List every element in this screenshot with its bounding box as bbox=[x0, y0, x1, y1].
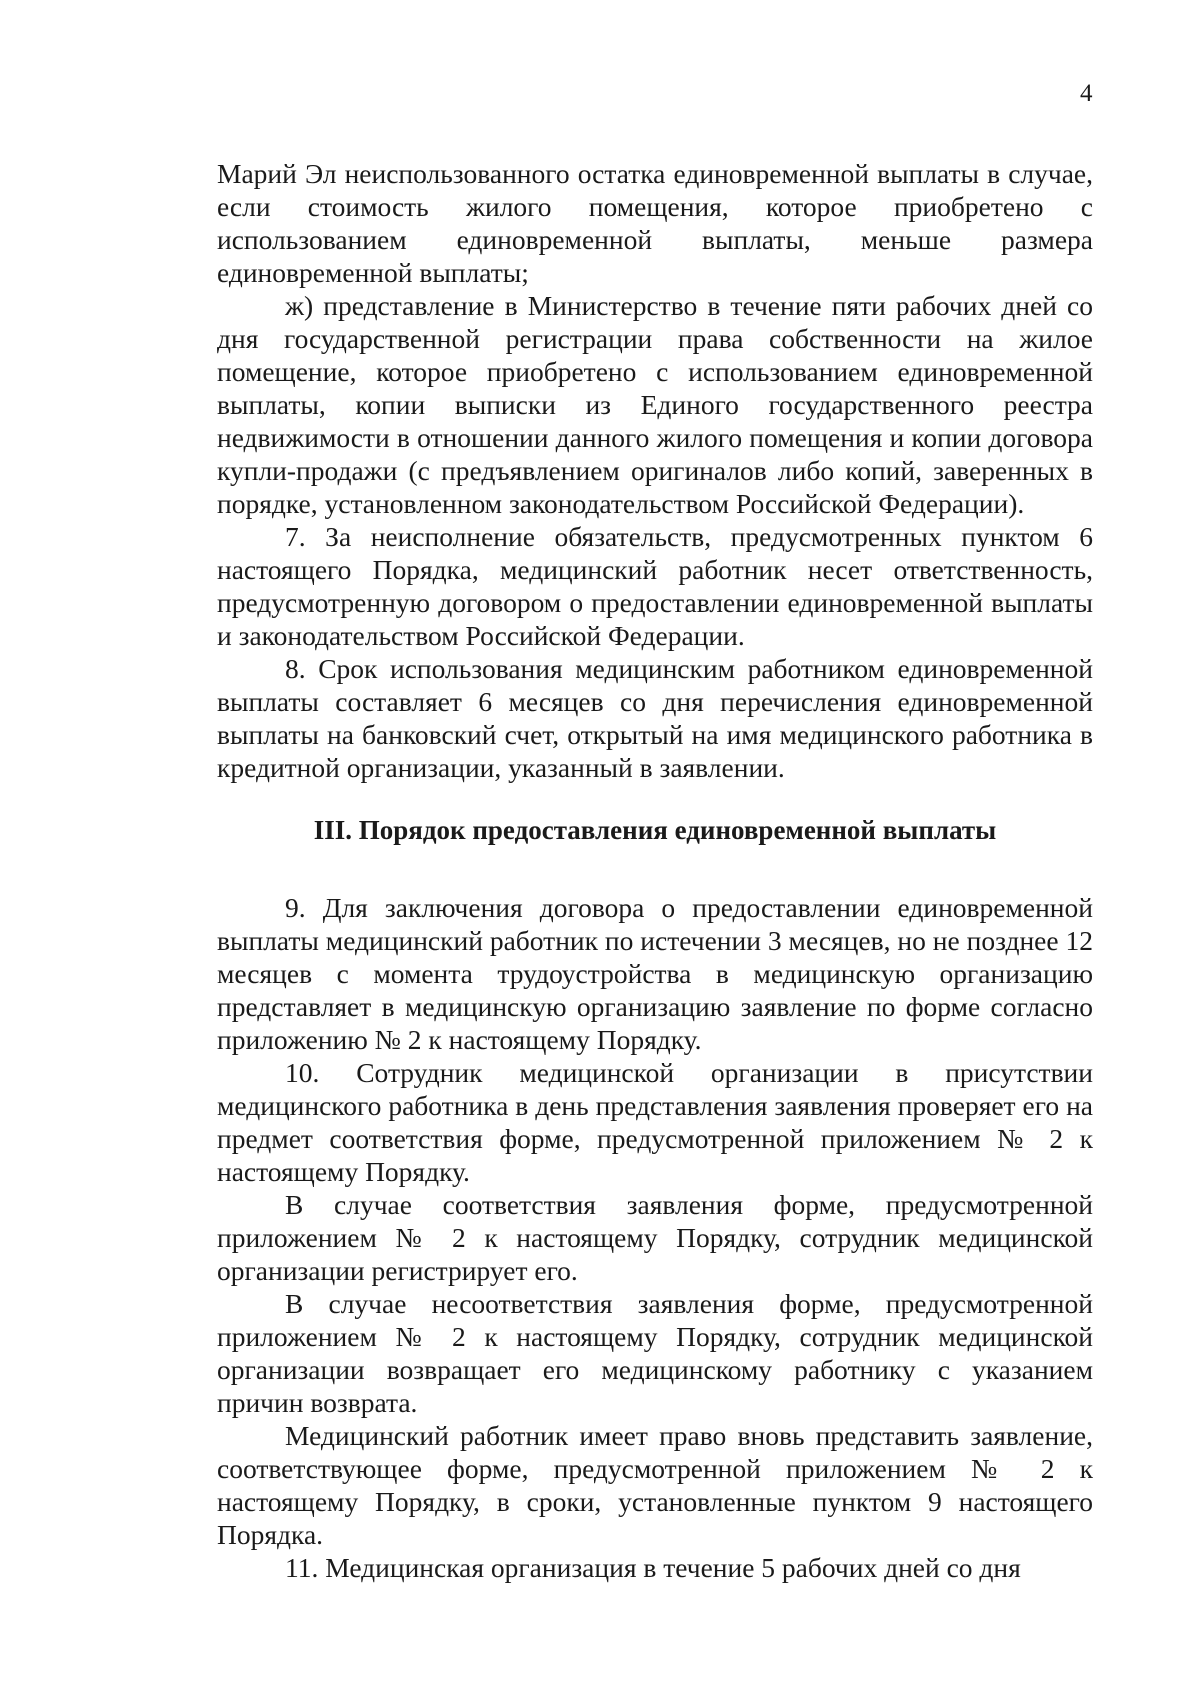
paragraph-resubmission: Медицинский работник имеет право вновь представить заявление, соответствующее форме, предусмотренной приложением № 2 к настоящему Порядку, в сроки, установленные пунктом 9 настоящего Порядка. bbox=[217, 1420, 1093, 1550]
paragraph-item-11: 11. Медицинская организация в течение 5 рабочих дней со дня bbox=[285, 1552, 1021, 1583]
paragraph-item-8: 8. Срок использования медицинским работником единовременной выплаты составляет 6 месяцев со дня перечисления единовременной выплаты на банковский счет, открытый на имя медицинского работника в кредитной организации, указанный в заявлении. bbox=[217, 653, 1093, 783]
page-number: 4 bbox=[1080, 80, 1093, 107]
paragraph-nonconformity: В случае несоответствия заявления форме, предусмотренной приложением № 2 к настоящему Порядку, сотрудник медицинской организации возвращает его медицинскому работнику с указанием причин возврата. bbox=[217, 1288, 1093, 1418]
section-heading: III. Порядок предоставления единовременной выплаты bbox=[313, 815, 997, 845]
paragraph-item-7: 7. За неисполнение обязательств, предусмотренных пунктом 6 настоящего Порядка, медицинский работник несет ответственность, предусмотренную договором о предоставлении единовременной выплаты и законодательством Российской Федерации. bbox=[217, 521, 1093, 651]
paragraph-continuation: Марий Эл неиспользованного остатка единовременной выплаты в случае, если стоимость жилого помещения, которое приобретено с использованием единовременной выплаты, меньше размера единовременной выплаты; bbox=[217, 158, 1093, 288]
paragraph-item-zh: ж) представление в Министерство в течение пяти рабочих дней со дня государственной регистрации права собственности на жилое помещение, которое приобретено с использованием единовременной выплаты, копии выписки из Единого государственного реестра недвижимости в отношении данного жилого помещения и копии договора купли-продажи (с предъявлением оригиналов либо копий, заверенных в порядке, установленном законодательством Российской Федерации). bbox=[217, 290, 1093, 519]
document-body bbox=[217, 157, 1093, 1584]
paragraph-item-10: 10. Сотрудник медицинской организации в присутствии медицинского работника в день представления заявления проверяет его на предмет соответствия форме, предусмотренной приложением № 2 к настоящему Порядку. bbox=[217, 1057, 1093, 1187]
paragraph-conformity: В случае соответствия заявления форме, предусмотренной приложением № 2 к настоящему Порядку, сотрудник медицинской организации регистрирует его. bbox=[217, 1189, 1093, 1286]
paragraph-item-9: 9. Для заключения договора о предоставлении единовременной выплаты медицинский работник по истечении 3 месяцев, но не позднее 12 месяцев с момента трудоустройства в медицинскую организацию представляет в медицинскую организацию заявление по форме согласно приложению № 2 к настоящему Порядку. bbox=[217, 892, 1093, 1055]
